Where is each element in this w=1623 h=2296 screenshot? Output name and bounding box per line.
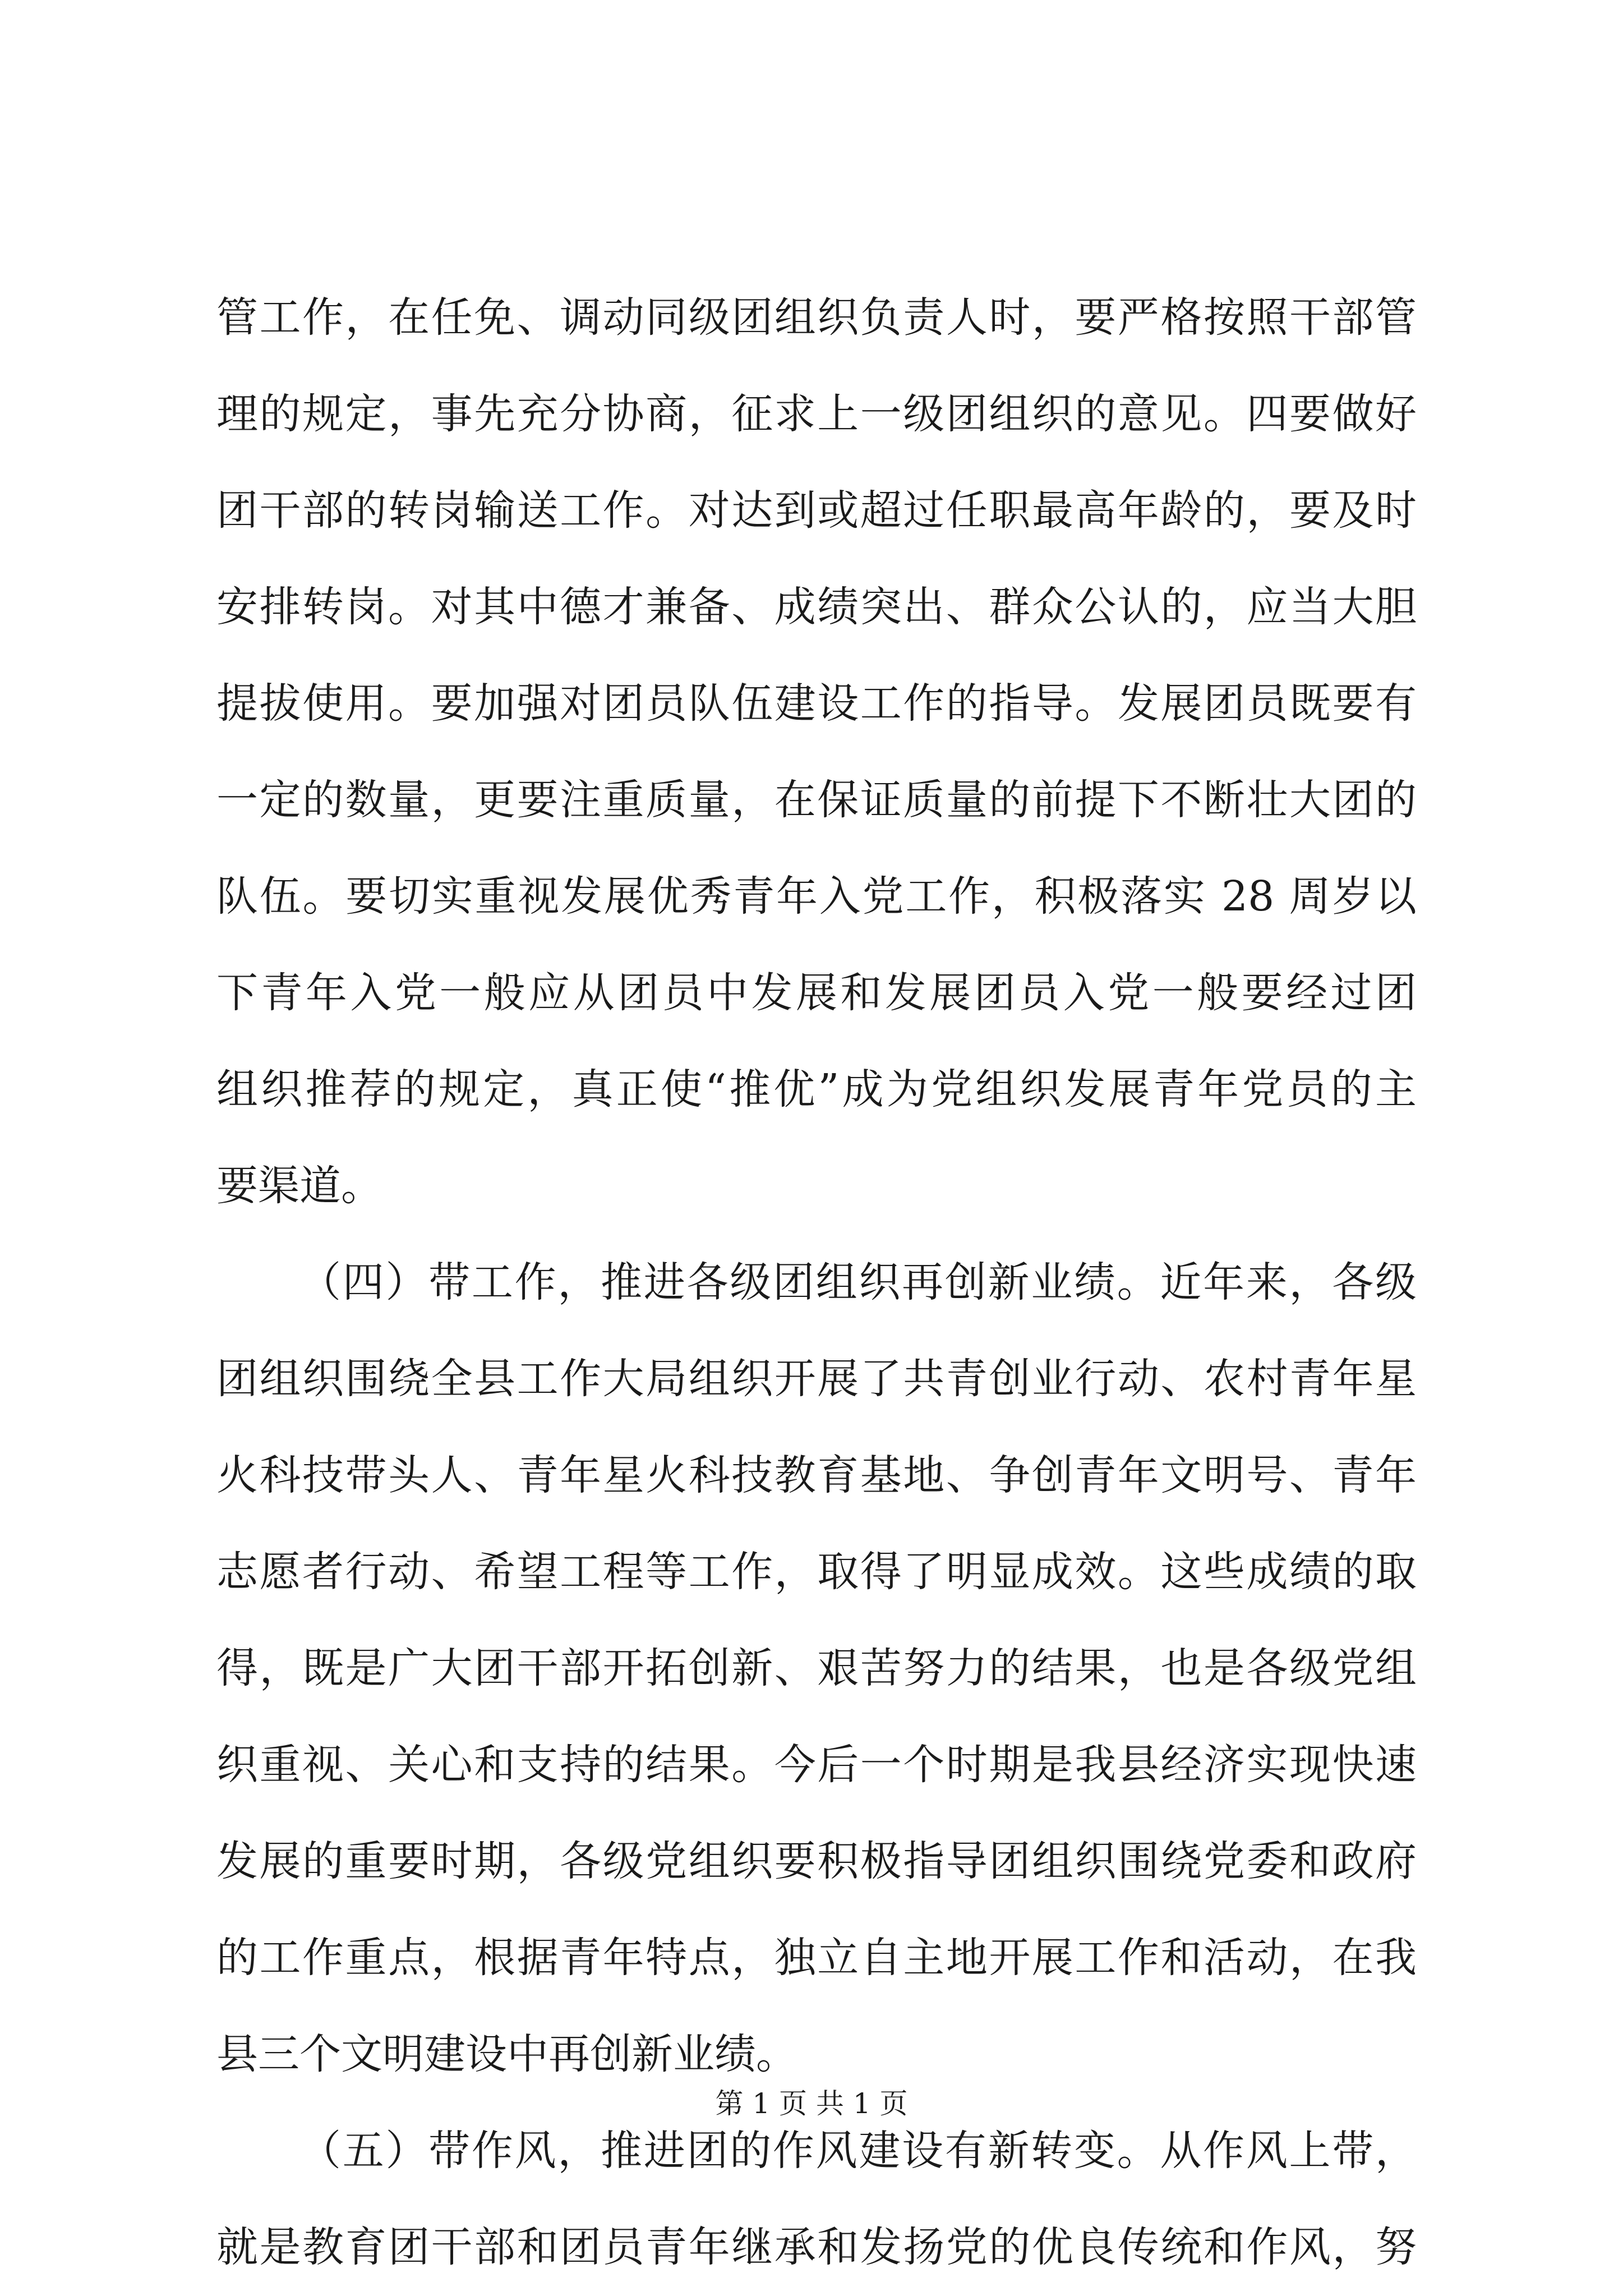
text-line: 下青年入党一般应从团员中发展和发展团员入党一般要经过团 [216, 969, 1417, 1017]
text-line: 织重视、关心和支持的结果。今后一个时期是我县经济实现快速 [216, 1741, 1417, 1789]
text-line: 一定的数量，更要注重质量，在保证质量的前提下不断壮大团的 [216, 776, 1417, 824]
text-line: 组织推荐的规定，真正使“推优”成为党组织发展青年党员的主 [216, 1065, 1417, 1114]
text-line: 志愿者行动、希望工程等工作，取得了明显成效。这些成绩的取 [216, 1548, 1417, 1596]
document-body [216, 269, 1417, 2295]
text-line: 提拔使用。要加强对团员队伍建设工作的指导。发展团员既要有 [216, 679, 1417, 728]
text-line: 的工作重点，根据青年特点，独立自主地开展工作和活动，在我 [216, 1934, 1417, 1982]
text-line: 团组织围绕全县工作大局组织开展了共青创业行动、农村青年星 [216, 1355, 1417, 1403]
page-footer: 第 1 页 共 1 页 [715, 2087, 908, 2120]
text-line: 要渠道。 [216, 1162, 382, 1210]
text-line: 管工作，在任免、调动同级团组织负责人时，要严格按照干部管 [216, 293, 1417, 342]
text-line: 团干部的转岗输送工作。对达到或超过任职最高年龄的，要及时 [216, 486, 1417, 535]
text-line: 县三个文明建设中再创新业绩。 [216, 2030, 797, 2078]
text-line: 火科技带头人、青年星火科技教育基地、争创青年文明号、青年 [216, 1451, 1417, 1499]
text-line: （四）带工作，推进各级团组织再创新业绩。近年来，各级 [299, 1258, 1417, 1306]
text-line: （五）带作风，推进团的作风建设有新转变。从作风上带， [299, 2127, 1417, 2175]
text-line: 得，既是广大团干部开拓创新、艰苦努力的结果，也是各级党组 [216, 1644, 1417, 1692]
text-line: 安排转岗。对其中德才兼备、成绩突出、群众公认的，应当大胆 [216, 583, 1417, 631]
text-line: 队伍。要切实重视发展优秀青年入党工作，积极落实 28 周岁以 [216, 872, 1417, 921]
text-line: 理的规定，事先充分协商，征求上一级团组织的意见。四要做好 [216, 390, 1417, 438]
text-line: 就是教育团干部和团员青年继承和发扬党的优良传统和作风，努 [216, 2223, 1417, 2271]
text-line: 发展的重要时期，各级党组织要积极指导团组织围绕党委和政府 [216, 1837, 1417, 1885]
